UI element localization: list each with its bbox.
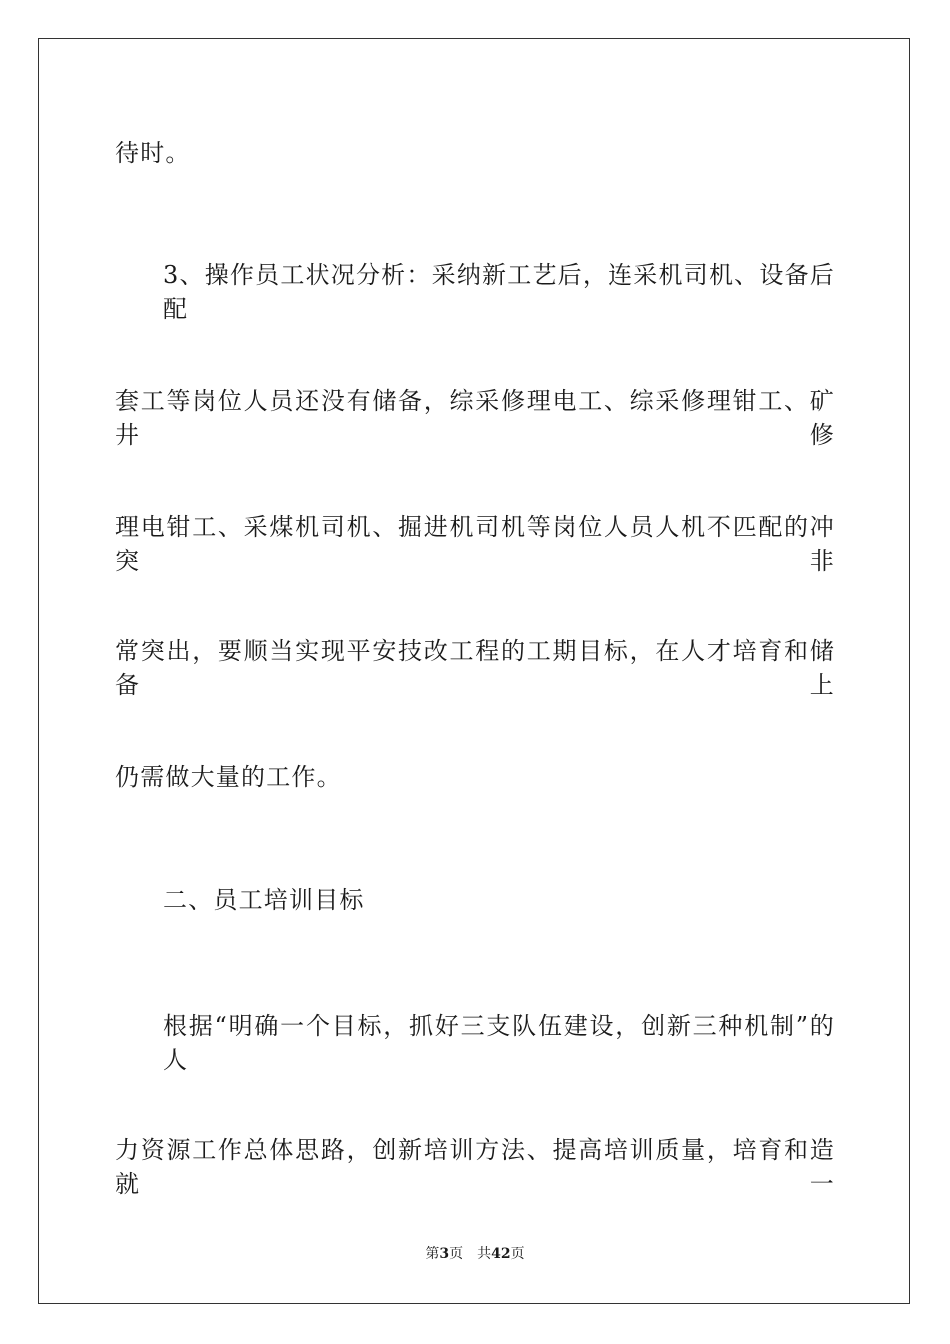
text-line: 仍需做大量的工作。 [115, 763, 342, 791]
section-heading: 二、员工培训目标 [163, 886, 365, 914]
total-pages: 42 [491, 1246, 511, 1262]
total-prefix: 共 [477, 1246, 492, 1262]
text-line: 套工等岗位人员还没有储备，综采修理电工、综采修理钳工、矿井修 [115, 387, 835, 449]
page-number: 3 [439, 1246, 450, 1262]
text-line: 常突出，要顺当实现平安技改工程的工期目标，在人才培育和储备上 [115, 637, 835, 699]
text-line: 力资源工作总体思路，创新培训方法、提高培训质量，培育和造就一 [115, 1136, 835, 1198]
page-footer [0, 1245, 950, 1263]
text-line: 3、操作员工状况分析：采纳新工艺后，连采机司机、设备后配 [163, 261, 835, 323]
text-line: 根据“明确一个目标，抓好三支队伍建设，创新三种机制”的人 [163, 1012, 835, 1074]
total-suffix: 页 [510, 1246, 525, 1262]
page-suffix: 页 [449, 1246, 464, 1262]
text-line: 待时。 [115, 139, 191, 167]
page-prefix: 第 [425, 1246, 440, 1262]
text-line: 理电钳工、采煤机司机、掘进机司机等岗位人员人机不匹配的冲突非 [115, 513, 835, 575]
